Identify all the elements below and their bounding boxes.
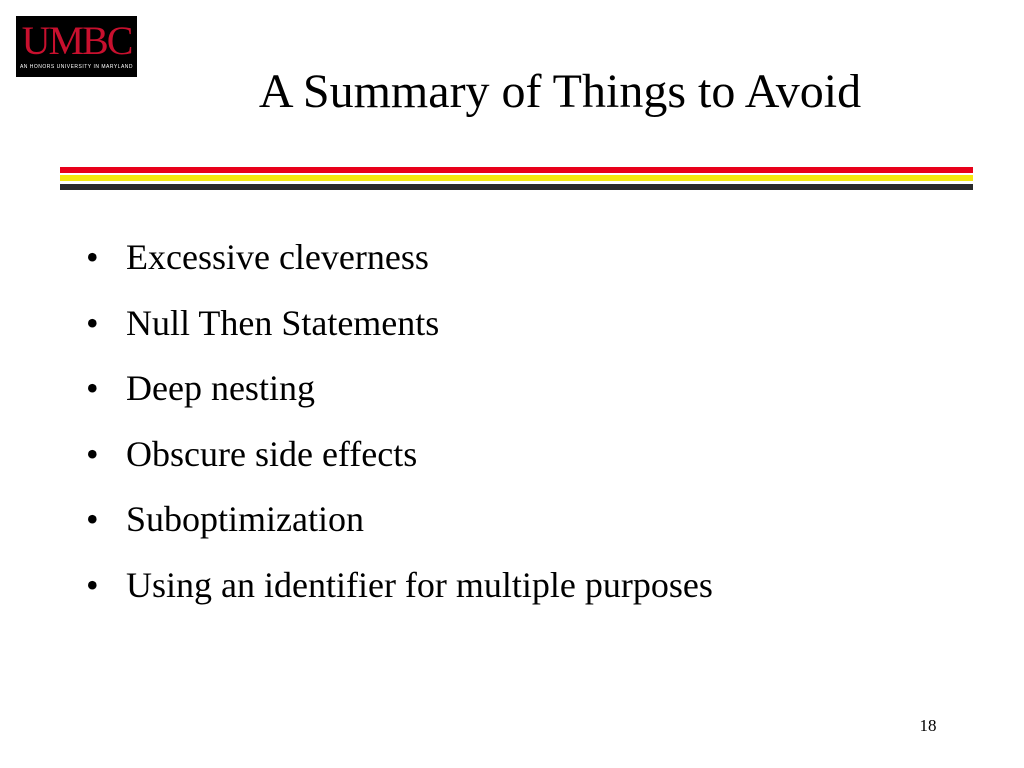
bullet-icon: • — [86, 499, 99, 540]
bullet-text: Suboptimization — [126, 499, 364, 540]
bullet-icon: • — [86, 302, 99, 343]
bullet-item — [86, 291, 713, 357]
bullet-list — [86, 225, 713, 619]
page-number: 18 — [919, 716, 937, 735]
bullet-item — [86, 553, 713, 619]
bullet-text: Obscure side effects — [126, 433, 418, 474]
bullet-text: Excessive cleverness — [126, 237, 429, 277]
bullet-icon: • — [86, 237, 99, 277]
title-rule-yellow — [60, 175, 973, 181]
umbc-logo — [16, 16, 137, 77]
bullet-text: Using an identifier for multiple purposes — [126, 564, 713, 605]
title-rule-black — [60, 184, 973, 190]
bullet-text: Null Then Statements — [126, 302, 440, 343]
logo-wordmark: UMBC — [21, 18, 132, 63]
bullet-item — [86, 225, 713, 291]
slide-title: A Summary of Things to Avoid — [258, 65, 862, 118]
bullet-item — [86, 487, 713, 553]
title-rule-red — [60, 167, 973, 173]
bullet-icon: • — [86, 368, 99, 409]
logo-tagline: AN HONORS UNIVERSITY IN MARYLAND — [19, 64, 134, 70]
bullet-item — [86, 422, 713, 488]
bullet-text: Deep nesting — [126, 368, 315, 409]
bullet-icon: • — [86, 433, 99, 474]
bullet-item — [86, 356, 713, 422]
bullet-icon: • — [86, 564, 99, 605]
